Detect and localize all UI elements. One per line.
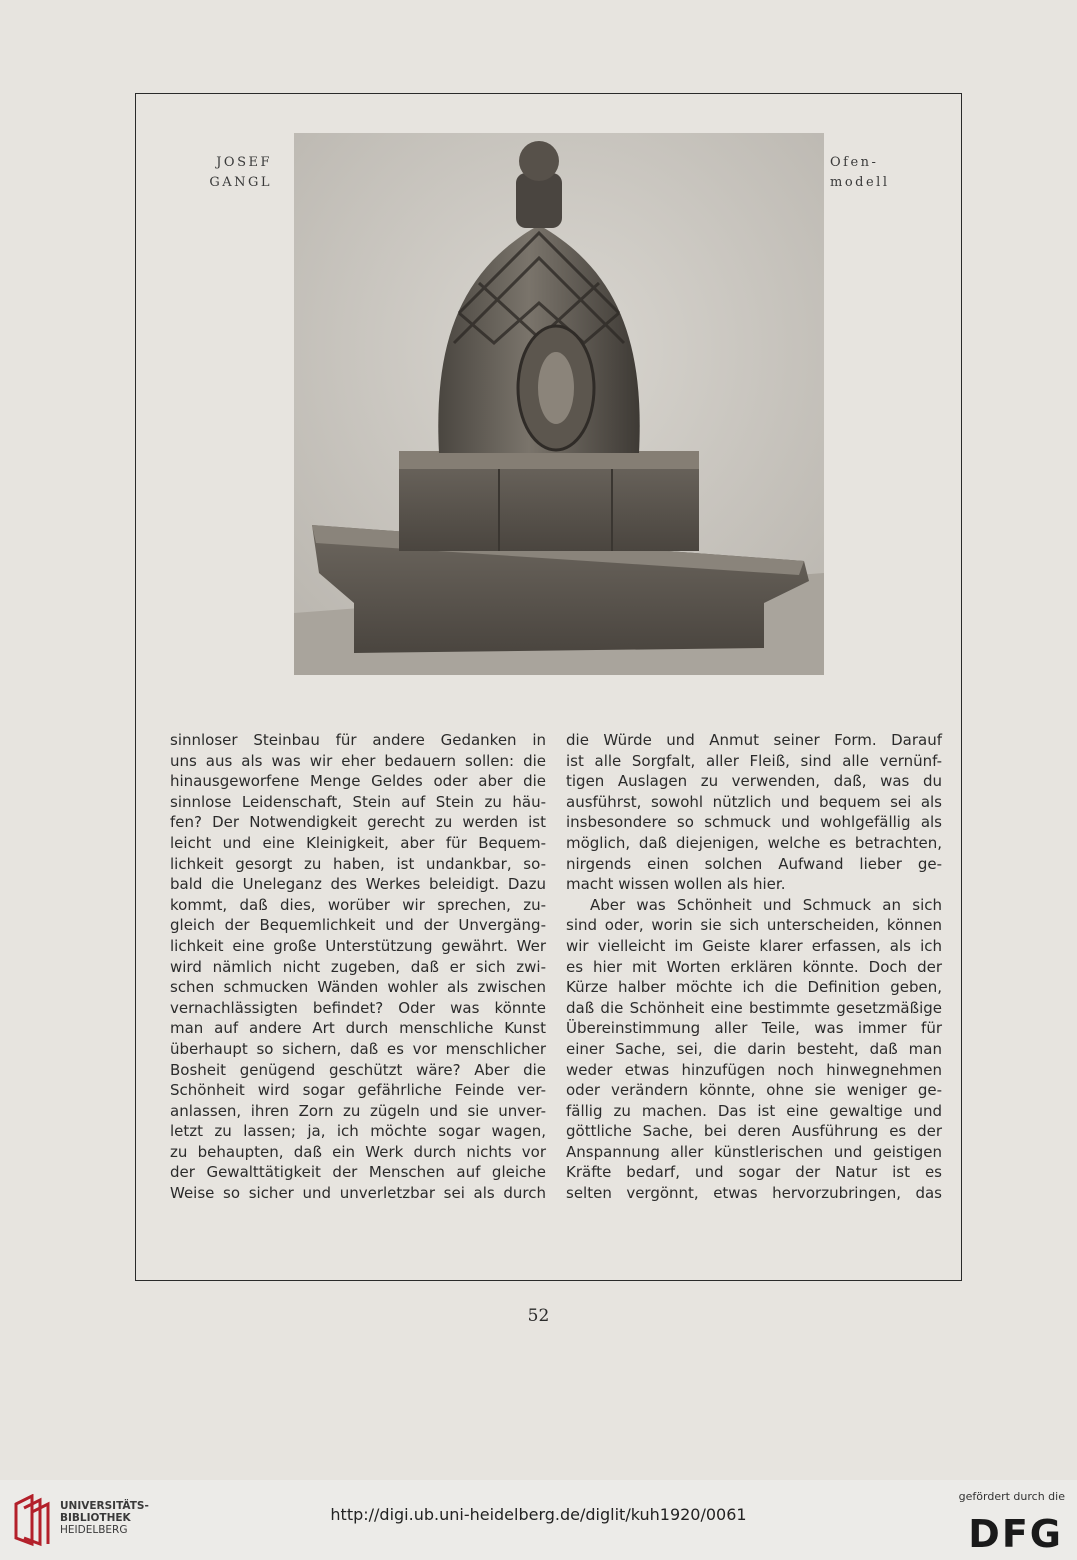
library-line-1: UNIVERSITÄTS- <box>60 1500 149 1512</box>
text-line: der Gewalttätigkeit der Menschen auf gleiche <box>170 1163 546 1182</box>
page-number: 52 <box>527 1306 550 1326</box>
text-line: man auf andere Art durch menschliche Kunst <box>170 1019 546 1038</box>
text-line: göttliche Sache, bei deren Ausführung es der <box>566 1122 942 1141</box>
text-line: selten vergönnt, etwas hervorzubringen, das <box>566 1184 942 1203</box>
text-line: weder etwas hinzufügen noch hinwegnehmen <box>566 1060 942 1079</box>
text-line: Bosheit genügend geschützt wäre? Aber die <box>170 1060 546 1079</box>
text-line: möglich, daß diejenigen, welche es betrachten, <box>566 833 942 852</box>
artist-caption <box>190 153 272 193</box>
text-line: Schönheit wird sogar gefährliche Feinde ver- <box>170 1081 546 1100</box>
artist-last-name: GANGL <box>209 175 272 190</box>
stove-model-illustration <box>294 133 824 675</box>
object-caption-line-2: modell <box>830 175 890 190</box>
text-line: gleich der Bequemlichkeit und der Unvergäng- <box>170 916 546 935</box>
text-line: hinausgeworfene Menge Geldes oder aber die <box>170 772 546 791</box>
text-line: insbesondere so schmuck und wohlgefällig als <box>566 813 942 832</box>
text-line: fällig zu machen. Das ist eine gewaltige und <box>566 1101 942 1120</box>
text-line: Anspannung aller künstlerischen und geistigen <box>566 1142 942 1161</box>
text-line: die Würde und Anmut seiner Form. Darauf <box>566 731 942 749</box>
object-caption <box>830 153 920 193</box>
digitization-footer <box>0 1480 1077 1560</box>
text-line: überhaupt so sichern, daß es vor menschlicher <box>170 1039 546 1058</box>
dfg-logo: DFG <box>968 1512 1063 1556</box>
artist-first-name: JOSEF <box>216 155 272 170</box>
text-line: sind oder, worin sie sich unterscheiden, können <box>566 916 942 935</box>
text-line: Übereinstimmung aller Teile, was immer für <box>566 1019 942 1038</box>
library-line-3: HEIDELBERG <box>60 1524 128 1536</box>
text-line: ist alle Sorgfalt, aller Fleiß, sind alle vernünf- <box>566 751 942 770</box>
text-line: wir vielleicht im Geiste klarer erfassen, als ich <box>566 936 942 955</box>
stove-model-photo <box>294 133 824 675</box>
text-line: sinnlose Leidenschaft, Stein auf Stein zu häu- <box>170 792 546 811</box>
text-line: letzt zu lassen; ja, ich möchte sogar wagen, <box>170 1122 546 1141</box>
object-caption-line-1: Ofen- <box>830 155 879 170</box>
text-line: anlassen, ihren Zorn zu zügeln und sie unver- <box>170 1101 546 1120</box>
text-line: nirgends einen solchen Aufwand lieber ge- <box>566 854 942 873</box>
text-line: uns aus als was wir eher bedauern sollen: die <box>170 751 546 770</box>
funder-note: gefördert durch die <box>958 1490 1065 1503</box>
text-line: es hier mit Worten erklären könnte. Doch der <box>566 957 942 976</box>
text-line: Aber was Schönheit und Schmuck an sich <box>590 895 942 914</box>
text-line: einer Sache, sei, die darin besteht, daß man <box>566 1039 942 1058</box>
library-line-2: BIBLIOTHEK <box>60 1512 131 1524</box>
text-line: Kürze halber möchte ich die Definition geben, <box>566 978 942 997</box>
text-column-right <box>566 730 942 1204</box>
text-line: zu behaupten, daß ein Werk durch nichts vor <box>170 1142 546 1161</box>
text-line: vernachlässigten befindet? Oder was könnte <box>170 998 546 1017</box>
text-line: macht wissen wollen als hier. <box>566 875 786 894</box>
text-line: tigen Auslagen zu verwenden, daß, was du <box>566 772 942 791</box>
text-line: kommt, daß dies, worüber wir sprechen, zu- <box>170 895 546 914</box>
text-line: daß die Schönheit eine bestimmte gesetzmäßige <box>566 998 942 1017</box>
text-line: leicht und eine Kleinigkeit, aber für Bequem- <box>170 833 546 852</box>
text-column-left <box>170 730 546 1204</box>
text-line: sinnloser Steinbau für andere Gedanken in <box>170 731 546 749</box>
text-line: lichkeit gesorgt zu haben, ist undankbar, so- <box>170 854 546 873</box>
text-line: bald die Uneleganz des Werkes beleidigt. Dazu <box>170 875 546 894</box>
text-line: Weise so sicher und unverletzbar sei als durch <box>170 1184 546 1203</box>
text-line: wird nämlich nicht zugeben, daß er sich zwi- <box>170 957 546 976</box>
text-line: schen schmucken Wänden wohler als zwischen <box>170 978 546 997</box>
text-line: oder verändern könnte, ohne sie weniger ge- <box>566 1081 942 1100</box>
text-line: fen? Der Notwendigkeit gerecht zu werden ist <box>170 813 546 832</box>
text-line: ausführst, sowohl nützlich und bequem sei als <box>566 792 942 811</box>
permalink-url[interactable]: http://digi.ub.uni-heidelberg.de/diglit/kuh1920/0061 <box>330 1505 747 1524</box>
text-line: Kräfte bedarf, und sogar der Natur ist es <box>566 1163 942 1182</box>
text-line: lichkeit eine große Unterstützung gewährt. Wer <box>170 936 546 955</box>
